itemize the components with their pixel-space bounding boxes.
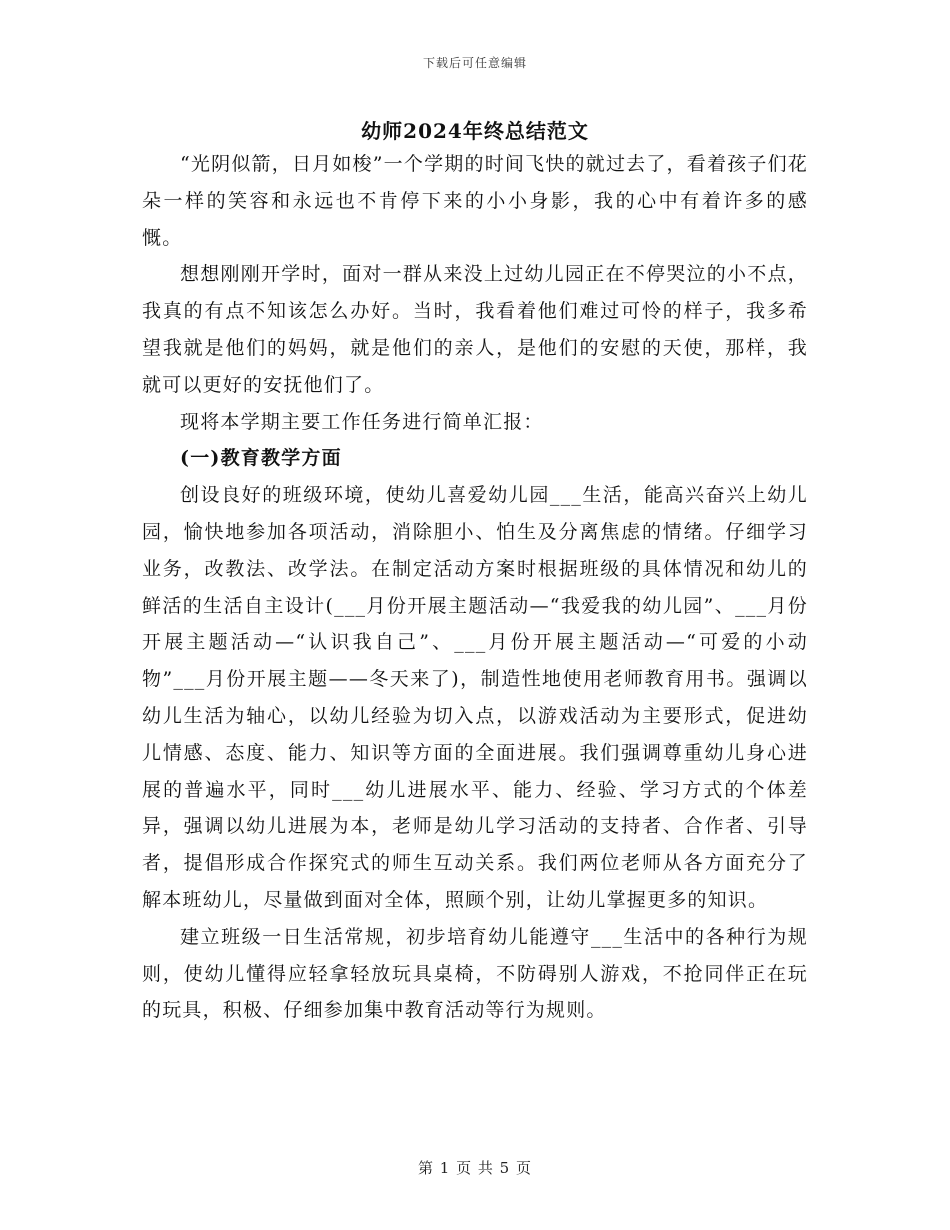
page-footer: 第 1 页 共 5 页 bbox=[418, 1159, 532, 1177]
paragraph-routines: 建立班级一日生活常规，初步培育幼儿能遵守___生活中的各种行为规则，使幼儿懂得应轻拿轻放玩具桌椅，不防碍别人游戏，不抢同伴正在玩的玩具，积极、仔细参加集中教育活动等行为规则。 bbox=[142, 925, 808, 1022]
document-body bbox=[142, 146, 808, 1029]
paragraph-report-intro: 现将本学期主要工作任务进行简单汇报： bbox=[180, 410, 544, 433]
paragraph-teaching: 创设良好的班级环境，使幼儿喜爱幼儿园___生活，能高兴奋兴上幼儿园，愉快地参加各项活动，消除胆小、怕生及分离焦虑的情绪。仔细学习业务，改教法、改学法。在制定活动方案时根据班级的具体情况和幼儿的鲜活的生活自主设计(___月份开展主题活动—“我爱我的幼儿园”、___月份开展主题活动—“认识我自己”、___月份开展主题活动—“可爱的小动物”___月份开展主题——冬天来了)，制造性地使用老师教育用书。强调以幼儿生活为轴心，以幼儿经验为切入点，以游戏活动为主要形式，促进幼儿情感、态度、能力、知识等方面的全面进展。我们强调尊重幼儿身心进展的普遍水平，同时___幼儿进展水平、能力、经验、学习方式的个体差异，强调以幼儿进展为本，老师是幼儿学习活动的支持者、合作者、引导者，提倡形成合作探究式的师生互动关系。我们两位老师从各方面充分了解本班幼儿，尽量做到面对全体，照顾个别，让幼儿掌握更多的知识。 bbox=[142, 484, 808, 911]
header-note: 下载后可任意编辑 bbox=[422, 56, 527, 70]
document-title: 幼师2024年终总结范文 bbox=[361, 119, 589, 143]
paragraph-intro: “光阴似箭，日月如梭”一个学期的时间飞快的就过去了，看着孩子们花朵一样的笑容和永远也不肯停下来的小小身影，我的心中有着许多的感慨。 bbox=[142, 153, 808, 249]
paragraph-recollection: 想想刚刚开学时，面对一群从来没上过幼儿园正在不停哭泣的小不点，我真的有点不知该怎么办好。当时，我看着他们难过可怜的样子，我多希望我就是他们的妈妈，就是他们的亲人，是他们的安慰的天使，那样，我就可以更好的安抚他们了。 bbox=[142, 263, 808, 396]
section-heading: (一)教育教学方面 bbox=[180, 447, 342, 470]
